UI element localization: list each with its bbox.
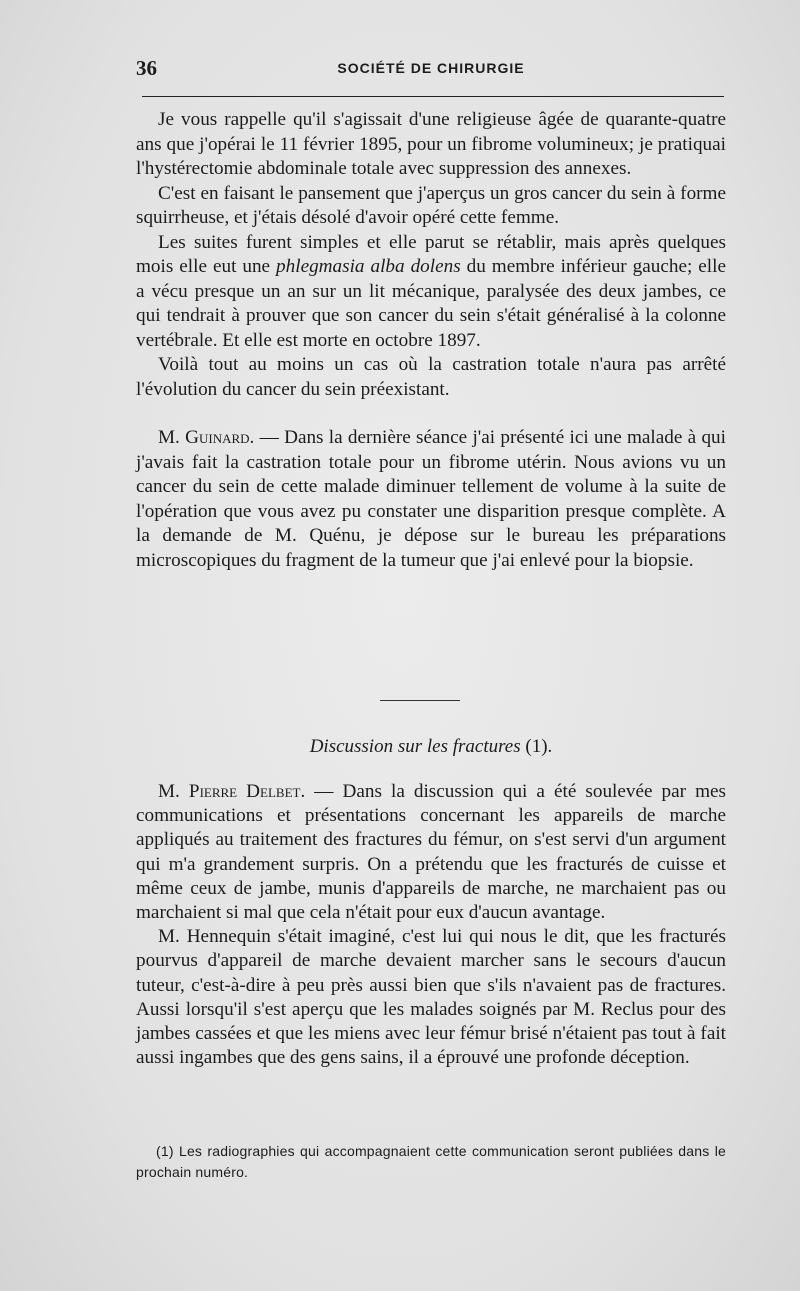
- speaker-name: M. Pierre Delbet.: [158, 781, 306, 802]
- paragraph: Voilà tout au moins un cas où la castration totale n'aura pas arrêté l'évolution du cancer du sein préexistant.: [136, 354, 726, 400]
- speaker-name: M. Guinard.: [158, 427, 255, 448]
- section-heading: Discussion sur les fractures (1).: [309, 736, 553, 757]
- paragraph: Je vous rappelle qu'il s'agissait d'une religieuse âgée de quarante-quatre ans que j'opérai le 11 février 1895, pour un fibrome volumineux; je pratiquai l'hystérectomie abdominale totale avec suppression des annexes.: [136, 109, 726, 179]
- body-text-upper: [136, 108, 726, 573]
- paragraph: M. Hennequin s'était imaginé, c'est lui qui nous le dit, que les fracturés pourvus d'appareil de marche devaient marcher sans le secours d'aucun tuteur, c'est-à-dire à peu près aussi bien que s'ils n'avaient pas de fractures. Aussi lorsqu'il s'est aperçu que les malades soignés par M. Reclus pour des jambes cassées et que les miens avec leur fémur brisé n'étaient pas tout à fait aussi ingambes que des gens sains, il a éprouvé une profonde déception.: [136, 926, 726, 1069]
- section-divider: [380, 700, 460, 701]
- paragraph: Les suites furent simples et elle parut se rétablir, mais après quelques mois elle eut une phlegmasia alba dolens du membre inférieur gauche; elle a vécu presque un an sur un lit mécanique, paralysée des deux jambes, ce qui tendrait à prouver que son cancer du sein s'était généralisé à la colonne vertébrale. Et elle est morte en octobre 1897.: [136, 231, 726, 351]
- page-header: [136, 54, 726, 84]
- italic-term: phlegmasia alba dolens: [276, 256, 461, 277]
- body-text-lower: [136, 780, 726, 1070]
- paragraph: C'est en faisant le pansement que j'aperçus un gros cancer du sein à forme squirrheuse, et j'étais désolé d'avoir opéré cette femme.: [136, 182, 726, 228]
- footnote-ref: (1).: [525, 736, 553, 757]
- paragraph-guinard: M. Guinard. — Dans la dernière séance j'ai présenté ici une malade à qui j'avais fait la castration totale pour un fibrome utérin. Nous avions vu un cancer du sein de cette malade diminuer tellement de volume à la suite de l'opération que vous avez pu constater une disparition presque complète. A la demande de M. Quénu, je dépose sur le bureau les préparations microscopiques du fragment de la tumeur que j'ai enlevé pour la biopsie.: [136, 427, 726, 571]
- footnote: [136, 1141, 726, 1183]
- paragraph-delbet: M. Pierre Delbet. — Dans la discussion qui a été soulevée par mes communications et présentations concernant les appareils de marche appliqués au traitement des fractures du fémur, on s'est servi d'un argument qui m'a grandement surpris. On a prétendu que les fracturés de cuisse et même ceux de jambe, munis d'appareils de marche, ne marchaient pas ou marchaient si mal que cela n'était pour eux d'aucun avantage.: [136, 781, 726, 924]
- header-rule: [142, 96, 724, 97]
- page-number: 36: [136, 56, 157, 80]
- footnote-text: (1) Les radiographies qui accompagnaient cette communication seront publiées dans le prochain numéro.: [136, 1143, 726, 1180]
- running-title: SOCIÉTÉ DE CHIRURGIE: [337, 60, 525, 76]
